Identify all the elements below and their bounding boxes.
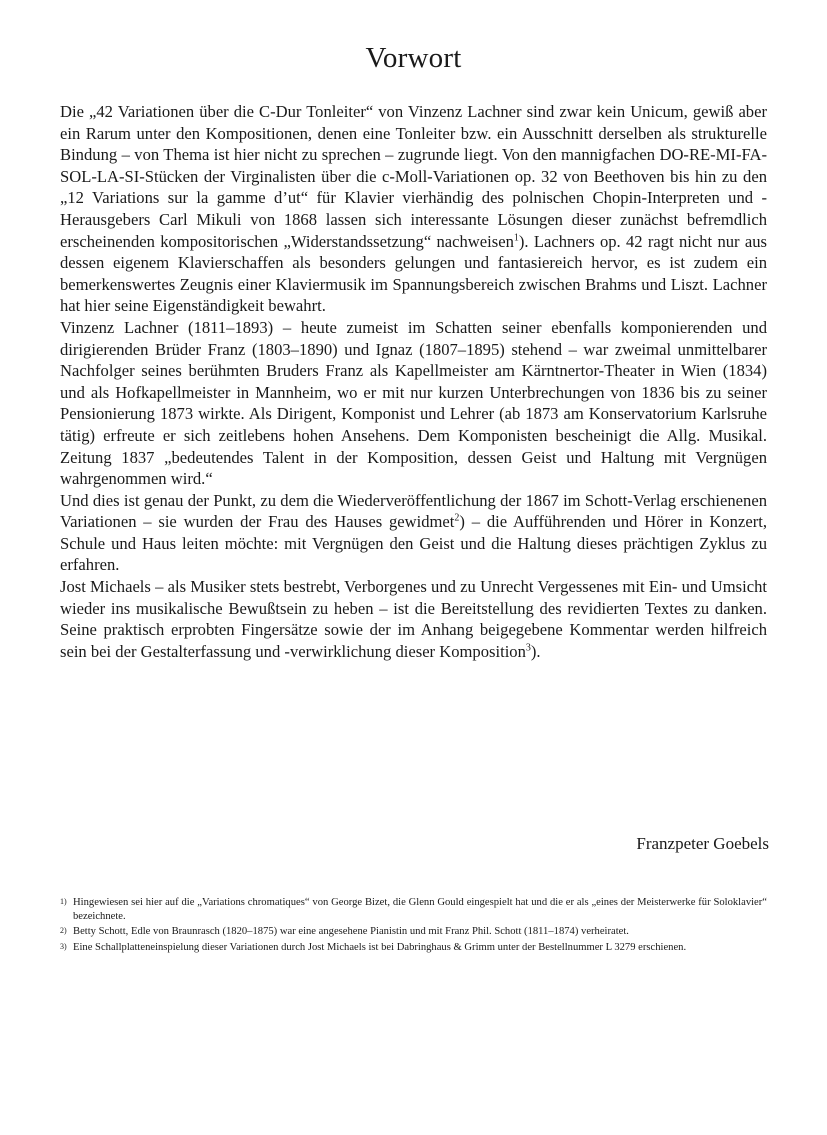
preface-body bbox=[60, 101, 767, 662]
footnote-3-text: Eine Schallplatteneinspielung dieser Variationen durch Jost Michaels ist bei Dabringhaus & Grimm unter der Bestellnummer L 3279 erschienen. bbox=[73, 941, 687, 953]
paragraph-2 bbox=[60, 317, 767, 490]
paragraph-1-text-a: Die „42 Variationen über die C-Dur Tonleiter“ von Vinzenz Lachner sind zwar kein Unicum, gewiß aber ein Rarum unter den Kompositionen, denen eine Tonleiter bzw. ein Ausschnitt derselben als strukturelle Bindung – von Thema ist hier nicht zu sprechen – zugrunde liegt. Von den mannigfachen DO-RE-MI-FA-SOL-LA-SI-Stücken der Virginalisten über die c-Moll-Variationen op. 32 von Beethoven bis hin zu den „12 Variations sur la gamme d’ut“ für Klavier vierhändig des polnischen Chopin-Interpreten und -Herausgebers Carl Mikuli von 1868 lassen sich interessante Lösungen dieser zunächst befremdlich erscheinenden kompositorischen „Widerstandssetzung“ nachweisen bbox=[60, 102, 767, 251]
footnote-3 bbox=[60, 941, 767, 955]
footnotes-section bbox=[60, 896, 767, 956]
footnote-2-text: Betty Schott, Edle von Braunrasch (1820–1875) war eine angesehene Pianistin und mit Franz Phil. Schott (1811–1874) verheiratet. bbox=[73, 926, 629, 938]
footnote-ref-2[interactable]: 2 bbox=[454, 512, 460, 524]
footnote-1-text: Hingewiesen sei hier auf die „Variations chromatiques“ von George Bizet, die Glenn Gould eingespielt hat und die er als „eines der Meisterwerke für Soloklavier“ bezeichnete. bbox=[73, 897, 767, 923]
paragraph-4 bbox=[60, 576, 767, 662]
page-title: Vorwort bbox=[365, 42, 462, 74]
footnote-3-mark: 3) bbox=[60, 941, 67, 951]
paragraph-1-text-b: ). Lachners op. 42 ragt nicht nur aus dessen eigenem Klavierschaffen als besonders gelungen und fantasiereich hervor, es ist zudem ein bemerkenswertes Zeugnis einer Klaviermusik im Spannungsbereich zwischen Brahms und Liszt. Lachner hat hier seine Eigenständigkeit bewahrt. bbox=[60, 231, 768, 316]
footnote-ref-1[interactable]: 1 bbox=[513, 232, 519, 244]
footnote-2-mark: 2) bbox=[60, 926, 67, 936]
footnote-1-mark: 1) bbox=[60, 897, 67, 906]
footnote-2 bbox=[60, 925, 767, 939]
paragraph-2-text: Vinzenz Lachner (1811–1893) – heute zumeist im Schatten seiner ebenfalls komponierenden und dirigierenden Brüder Franz (1803–1890) und Ignaz (1807–1895) stehend – war zweimal unmittelbarer Nachfolger seines berühmten Bruders Franz als Kapellmeister am Kärntnertor-Theater in Wien (1834) und als Hofkapellmeister in Mannheim, wo er mit nur kurzen Unterbrechungen von 1836 bis zu seiner Pensionierung 1873 wirkte. Als Dirigent, Komponist und Lehrer (ab 1873 am Konservatorium Karlsruhe tätig) erfreute er sich zeitlebens hohen Ansehens. Dem Komponisten bescheinigt die Allg. Musikal. Zeitung 1837 „bedeutendes Talent in der Komposition, dessen Geist und Haltung mit Vergnügen wahrgenommen wird.“ bbox=[60, 317, 767, 489]
author-signature: Franzpeter Goebels bbox=[636, 834, 769, 853]
paragraph-3 bbox=[60, 490, 767, 576]
paragraph-3-text-b: ) – die Aufführenden und Hörer in Konzert, Schule und Haus leiten möchte: mit Vergnügen den Geist und die Haltung dieses prächtigen Zyklus zu erfahren. bbox=[60, 512, 767, 575]
footnote-1 bbox=[60, 896, 767, 924]
footnote-ref-3[interactable]: 3 bbox=[525, 642, 531, 654]
paragraph-3-text-a: Und dies ist genau der Punkt, zu dem die Wiederveröffentlichung der 1867 im Schott-Verlag erschienenen Variationen – sie wurden der Frau des Hauses gewidmet bbox=[60, 490, 767, 532]
paragraph-4-text-b: ). bbox=[530, 641, 541, 661]
paragraph-1 bbox=[60, 101, 767, 317]
paragraph-4-text-a: Jost Michaels – als Musiker stets bestrebt, Verborgenes und zu Unrecht Vergessenes mit Ein- und Umsicht wieder ins musikalische Bewußtsein zu heben – ist die Bereitstellung des revidierten Textes zu danken. Seine praktisch erprobten Fingersätze sowie der im Anhang beigegebene Kommentar werden hilfreich sein bei der Gestalterfassung und -verwirklichung dieser Komposition bbox=[60, 577, 767, 661]
